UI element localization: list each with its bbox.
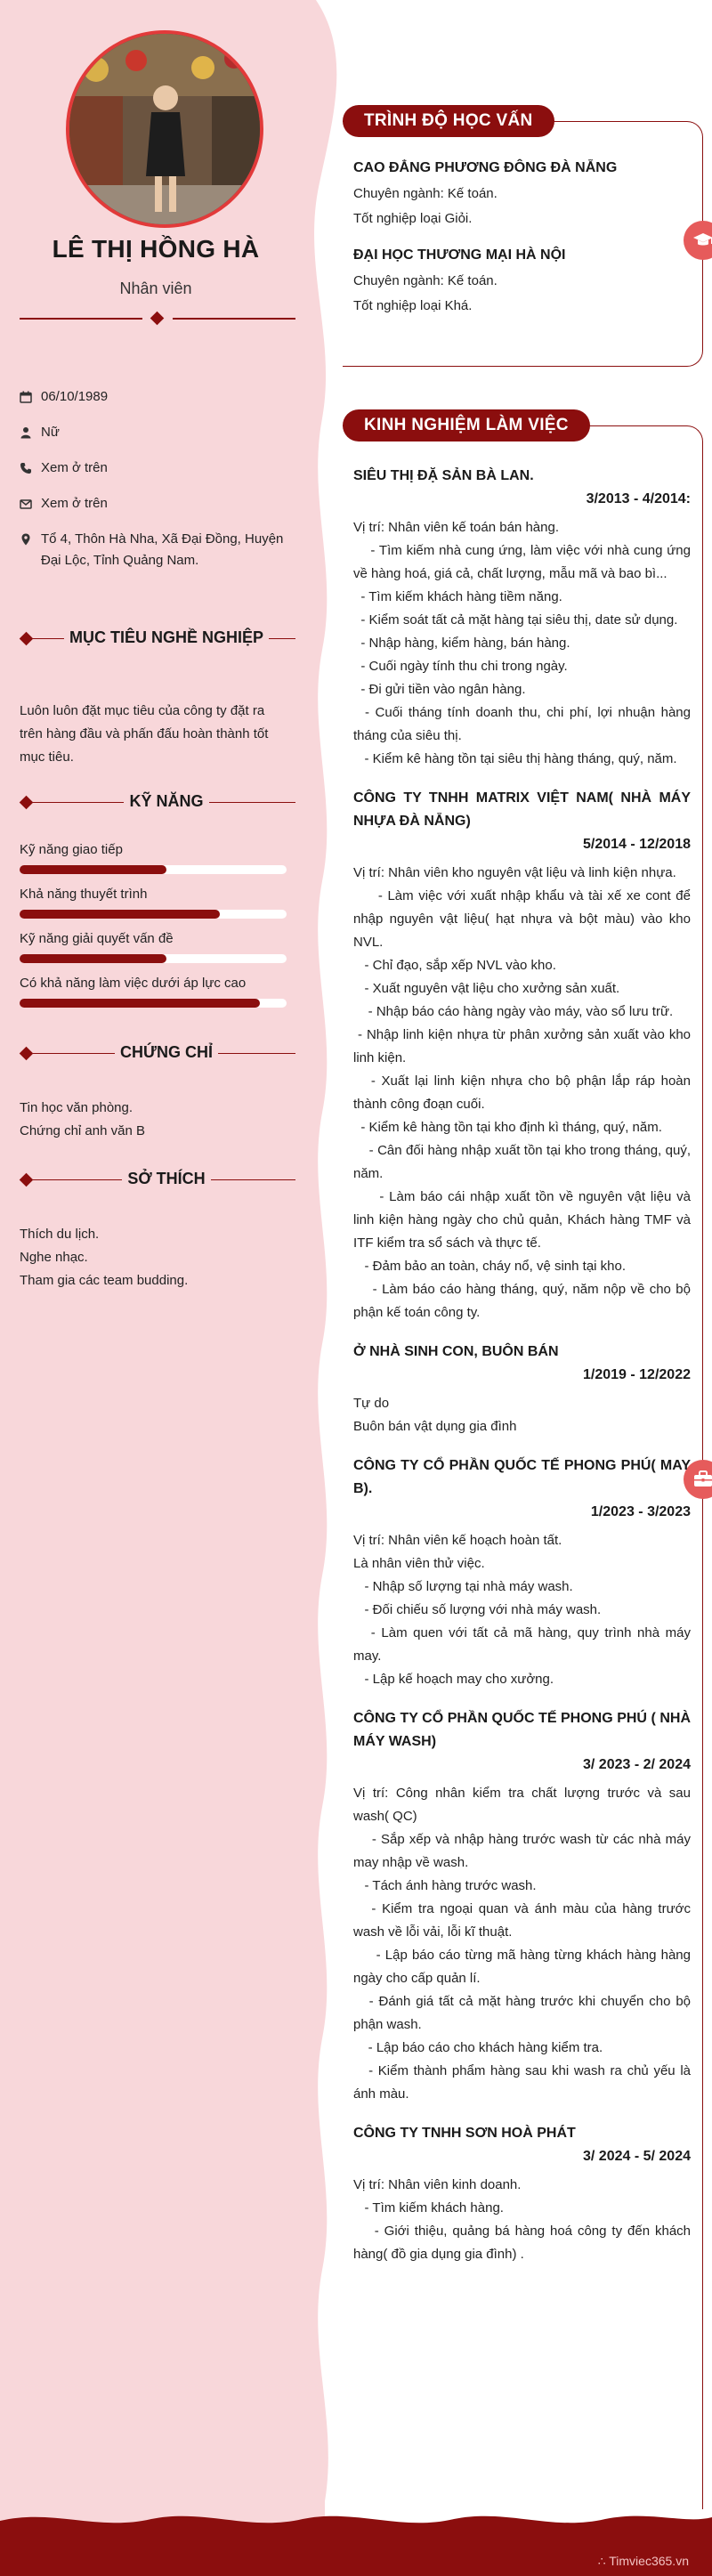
watermark-text: Timviec365.vn xyxy=(609,2554,689,2568)
education-line: Chuyên ngành: Kế toán. xyxy=(353,186,498,201)
job-item xyxy=(353,1341,691,1438)
job-item xyxy=(353,465,695,771)
job-period: 1/2019 - 12/2022 xyxy=(583,1367,691,1382)
job-detail-line: Là nhân viên thử việc. xyxy=(353,1556,485,1571)
avatar-photo xyxy=(69,34,260,224)
hobbies-heading: SỞ THÍCH xyxy=(20,1170,295,1191)
job-item xyxy=(353,1454,695,1691)
job-detail-line: - Cuối ngày tính thu chi trong ngày. xyxy=(353,659,568,674)
job-detail-line: - Nhập linh kiện nhựa từ phân xưởng sản xuất vào kho linh kiện. xyxy=(353,1027,695,1065)
education-item xyxy=(353,247,691,319)
job-title: Nhân viên xyxy=(119,279,192,297)
job-description xyxy=(353,2174,695,2266)
job-detail-line: - Sắp xếp và nhập hàng trước wash từ các nhà máy may nhập về wash. xyxy=(353,1832,695,1870)
job-detail-line: Vị trí: Nhân viên kế toán bán hàng. xyxy=(353,520,559,535)
job-detail-line: - Kiểm thành phẩm hàng sau khi wash ra chủ yếu là ánh màu. xyxy=(353,2063,695,2102)
skill-bar xyxy=(20,865,287,874)
job-detail-line: - Kiểm kê hàng tồn tại siêu thị hàng tháng, quý, năm. xyxy=(353,751,677,766)
skill-item xyxy=(20,974,287,1008)
education-section xyxy=(343,105,703,367)
hobby-item: Thích du lịch. xyxy=(20,1227,100,1242)
hobby-item: Tham gia các team budding. xyxy=(20,1273,189,1288)
job-detail-line: - Đánh giá tất cả mặt hàng trước khi chuyển cho bộ phận wash. xyxy=(353,1994,695,2032)
watermark xyxy=(598,2554,689,2569)
skill-item xyxy=(20,929,287,963)
contact-text: Tổ 4, Thôn Hà Nha, Xã Đại Đồng, Huyện Đại Lộc, Tỉnh Quảng Nam. xyxy=(41,531,284,568)
school-name: ĐẠI HỌC THƯƠNG MẠI HÀ NỘI xyxy=(353,247,566,263)
job-description xyxy=(353,1782,695,2106)
job-detail-line: - Tìm kiếm khách hàng tiềm năng. xyxy=(353,589,562,604)
person-icon xyxy=(20,426,32,439)
skills-heading: KỸ NĂNG xyxy=(20,792,295,814)
skill-name: Khả năng thuyết trình xyxy=(20,887,148,902)
contact-text: Nữ xyxy=(41,425,60,440)
name-divider xyxy=(20,312,295,326)
calendar-icon xyxy=(20,391,32,403)
job-detail-line: - Nhập số lượng tại nhà máy wash. xyxy=(353,1579,573,1594)
skill-bar xyxy=(20,910,287,919)
job-detail-line: - Lập kế hoạch may cho xưởng. xyxy=(353,1672,554,1687)
skill-bar-fill xyxy=(20,910,220,919)
job-detail-line: - Kiểm soát tất cả mặt hàng tại siêu thị, date sử dụng. xyxy=(353,612,678,628)
skill-bar-fill xyxy=(20,999,260,1008)
job-detail-line: - Xuất lại linh kiện nhựa cho bộ phận lắp ráp hoàn thành công đoạn cuối. xyxy=(353,1073,695,1112)
skill-bar xyxy=(20,999,287,1008)
job-period: 5/2014 - 12/2018 xyxy=(583,837,691,852)
job-detail-line: - Làm việc với xuất nhập khẩu và tài xế xe cont để nhập nguyên vật liệu( hạt nhựa và bột màu) vào kho NVL. xyxy=(353,888,695,950)
job-detail-line: - Chỉ đạo, sắp xếp NVL vào kho. xyxy=(353,958,556,973)
job-detail-line: - Đảm bảo an toàn, cháy nổ, vệ sinh tại kho. xyxy=(353,1259,627,1274)
company-name: CÔNG TY TNHH SƠN HOÀ PHÁT xyxy=(353,2126,576,2141)
company-name: SIÊU THỊ ĐẶ SẢN BÀ LAN. xyxy=(353,468,534,483)
job-detail-line: Vị trí: Công nhân kiểm tra chất lượng trước và sau wash( QC) xyxy=(353,1786,695,1824)
job-detail-line: Buôn bán vật dụng gia đình xyxy=(353,1419,517,1434)
leaf-icon: ∴ xyxy=(597,2554,610,2568)
job-period: 3/2013 - 4/2014: xyxy=(586,491,691,506)
objective-heading: MỤC TIÊU NGHỀ NGHIỆP xyxy=(20,628,295,650)
job-item xyxy=(353,787,695,1324)
job-detail-line: - Xuất nguyên vật liệu cho xưởng sản xuất. xyxy=(353,981,620,996)
hobby-item: Nghe nhạc. xyxy=(20,1250,88,1265)
job-detail-line: Vị trí: Nhân viên kinh doanh. xyxy=(353,2177,522,2192)
job-period: 3/ 2023 - 2/ 2024 xyxy=(583,1757,691,1772)
job-detail-line: Vị trí: Nhân viên kho nguyên vật liệu và linh kiện nhựa. xyxy=(353,865,676,880)
skill-item xyxy=(20,885,287,919)
job-detail-line: - Tìm kiếm khách hàng. xyxy=(353,2200,504,2216)
job-detail-line: - Làm báo cáo hàng tháng, quý, năm nộp về cho bộ phận kế toán công ty. xyxy=(353,1282,695,1320)
certificates-list xyxy=(20,1097,295,1143)
contact-text: Xem ở trên xyxy=(41,460,108,475)
job-detail-line: - Đối chiếu số lượng với nhà máy wash. xyxy=(353,1602,602,1617)
job-detail-line: Tự do xyxy=(353,1396,390,1411)
job-detail-line: - Lập báo cáo cho khách hàng kiểm tra. xyxy=(353,2040,603,2055)
job-list xyxy=(353,465,695,2282)
job-description xyxy=(353,516,695,771)
job-detail-line: Vị trí: Nhân viên kế hoạch hoàn tất. xyxy=(353,1533,562,1548)
objective-text: Luôn luôn đặt mục tiêu của công ty đặt ra trên hàng đầu và phấn đấu hoàn thành tốt mục tiêu. xyxy=(20,703,269,765)
education-list xyxy=(353,160,691,335)
job-detail-line: - Nhập hàng, kiểm hàng, bán hàng. xyxy=(353,636,570,651)
skill-bar xyxy=(20,954,287,963)
school-name: CAO ĐẲNG PHƯƠNG ĐÔNG ĐÀ NẴNG xyxy=(353,160,618,175)
job-detail-line: - Nhập báo cáo hàng ngày vào máy, vào sổ lưu trữ. xyxy=(353,1004,674,1019)
contact-text: 06/10/1989 xyxy=(41,389,109,404)
contact-text: Xem ở trên xyxy=(41,496,108,511)
job-detail-line: - Cuối tháng tính doanh thu, chi phí, lợi nhuận hàng tháng của siêu thị. xyxy=(353,705,695,743)
job-detail-line: - Cân đối hàng nhập xuất tồn tại kho trong tháng, quý, năm. xyxy=(353,1143,695,1181)
education-line: Chuyên ngành: Kế toán. xyxy=(353,273,498,288)
experience-section xyxy=(343,409,703,2510)
job-description xyxy=(353,1529,695,1691)
skill-bar-fill xyxy=(20,865,166,874)
company-name: CÔNG TY CỔ PHẦN QUỐC TẾ PHONG PHÚ( MAY B). xyxy=(353,1458,691,1496)
skill-name: Có khả năng làm việc dưới áp lực cao xyxy=(20,976,247,991)
job-detail-line: - Kiểm kê hàng tồn tại kho định kì tháng, quý, năm. xyxy=(353,1120,662,1135)
job-item xyxy=(353,1707,695,2106)
location-icon xyxy=(20,533,32,546)
education-line: Tốt nghiệp loại Giỏi. xyxy=(353,211,473,226)
job-detail-line: - Giới thiệu, quảng bá hàng hoá công ty đến khách hàng( đồ gia dụng gia đình) . xyxy=(353,2224,695,2262)
job-detail-line: - Làm báo cái nhập xuất tồn về nguyên vật liệu và linh kiện hàng ngày cho chủ quản, Khách hàng TMF và ITF kiểm tra sổ sách và thực tế. xyxy=(353,1189,695,1251)
job-detail-line: - Đi gửi tiền vào ngân hàng. xyxy=(353,682,526,697)
job-description xyxy=(353,1392,691,1438)
skill-bar-fill xyxy=(20,954,166,963)
education-item xyxy=(353,160,691,231)
job-detail-line: - Làm quen với tất cả mã hàng, quy trình nhà máy may. xyxy=(353,1625,695,1664)
company-name: Ở NHÀ SINH CON, BUÔN BÁN xyxy=(353,1344,559,1359)
job-detail-line: - Lập báo cáo từng mã hàng từng khách hàng hàng ngày cho cấp quản lí. xyxy=(353,1948,695,1986)
job-period: 1/2023 - 3/2023 xyxy=(590,1504,691,1519)
job-detail-line: - Tìm kiếm nhà cung ứng, làm việc với nhà cung ứng về hàng hoá, giá cả, chất lượng, mẫu mã và bao bì... xyxy=(353,543,695,581)
job-detail-line: - Kiểm tra ngoại quan và ánh màu của hàng trước wash về lỗi vải, lỗi kĩ thuật. xyxy=(353,1901,695,1940)
job-description xyxy=(353,862,695,1324)
skill-name: Kỹ năng giải quyết vấn đề xyxy=(20,931,174,946)
certificates-heading: CHỨNG CHỈ xyxy=(20,1043,295,1065)
skill-name: Kỹ năng giao tiếp xyxy=(20,842,123,857)
job-period: 3/ 2024 - 5/ 2024 xyxy=(583,2149,691,2164)
certificate-item: Chứng chỉ anh văn B xyxy=(20,1123,145,1138)
company-name: CÔNG TY TNHH MATRIX VIỆT NAM( NHÀ MÁY NHỰA ĐÀ NẴNG) xyxy=(353,790,691,829)
education-line: Tốt nghiệp loại Khá. xyxy=(353,298,473,313)
email-icon xyxy=(20,498,32,510)
job-detail-line: - Tách ánh hàng trước wash. xyxy=(353,1878,537,1893)
phone-icon xyxy=(20,462,32,474)
experience-heading: KINH NGHIỆM LÀM VIỆC xyxy=(343,409,590,441)
company-name: CÔNG TY CỔ PHẦN QUỐC TẾ PHONG PHÚ ( NHÀ MÁY WASH) xyxy=(353,1711,691,1749)
avatar xyxy=(66,30,263,228)
job-item xyxy=(353,2122,695,2266)
full-name: LÊ THỊ HỒNG HÀ xyxy=(52,235,260,263)
skill-item xyxy=(20,840,287,874)
hobbies-list xyxy=(20,1223,295,1292)
education-heading: TRÌNH ĐỘ HỌC VẤN xyxy=(343,105,554,137)
certificate-item: Tin học văn phòng. xyxy=(20,1100,134,1115)
